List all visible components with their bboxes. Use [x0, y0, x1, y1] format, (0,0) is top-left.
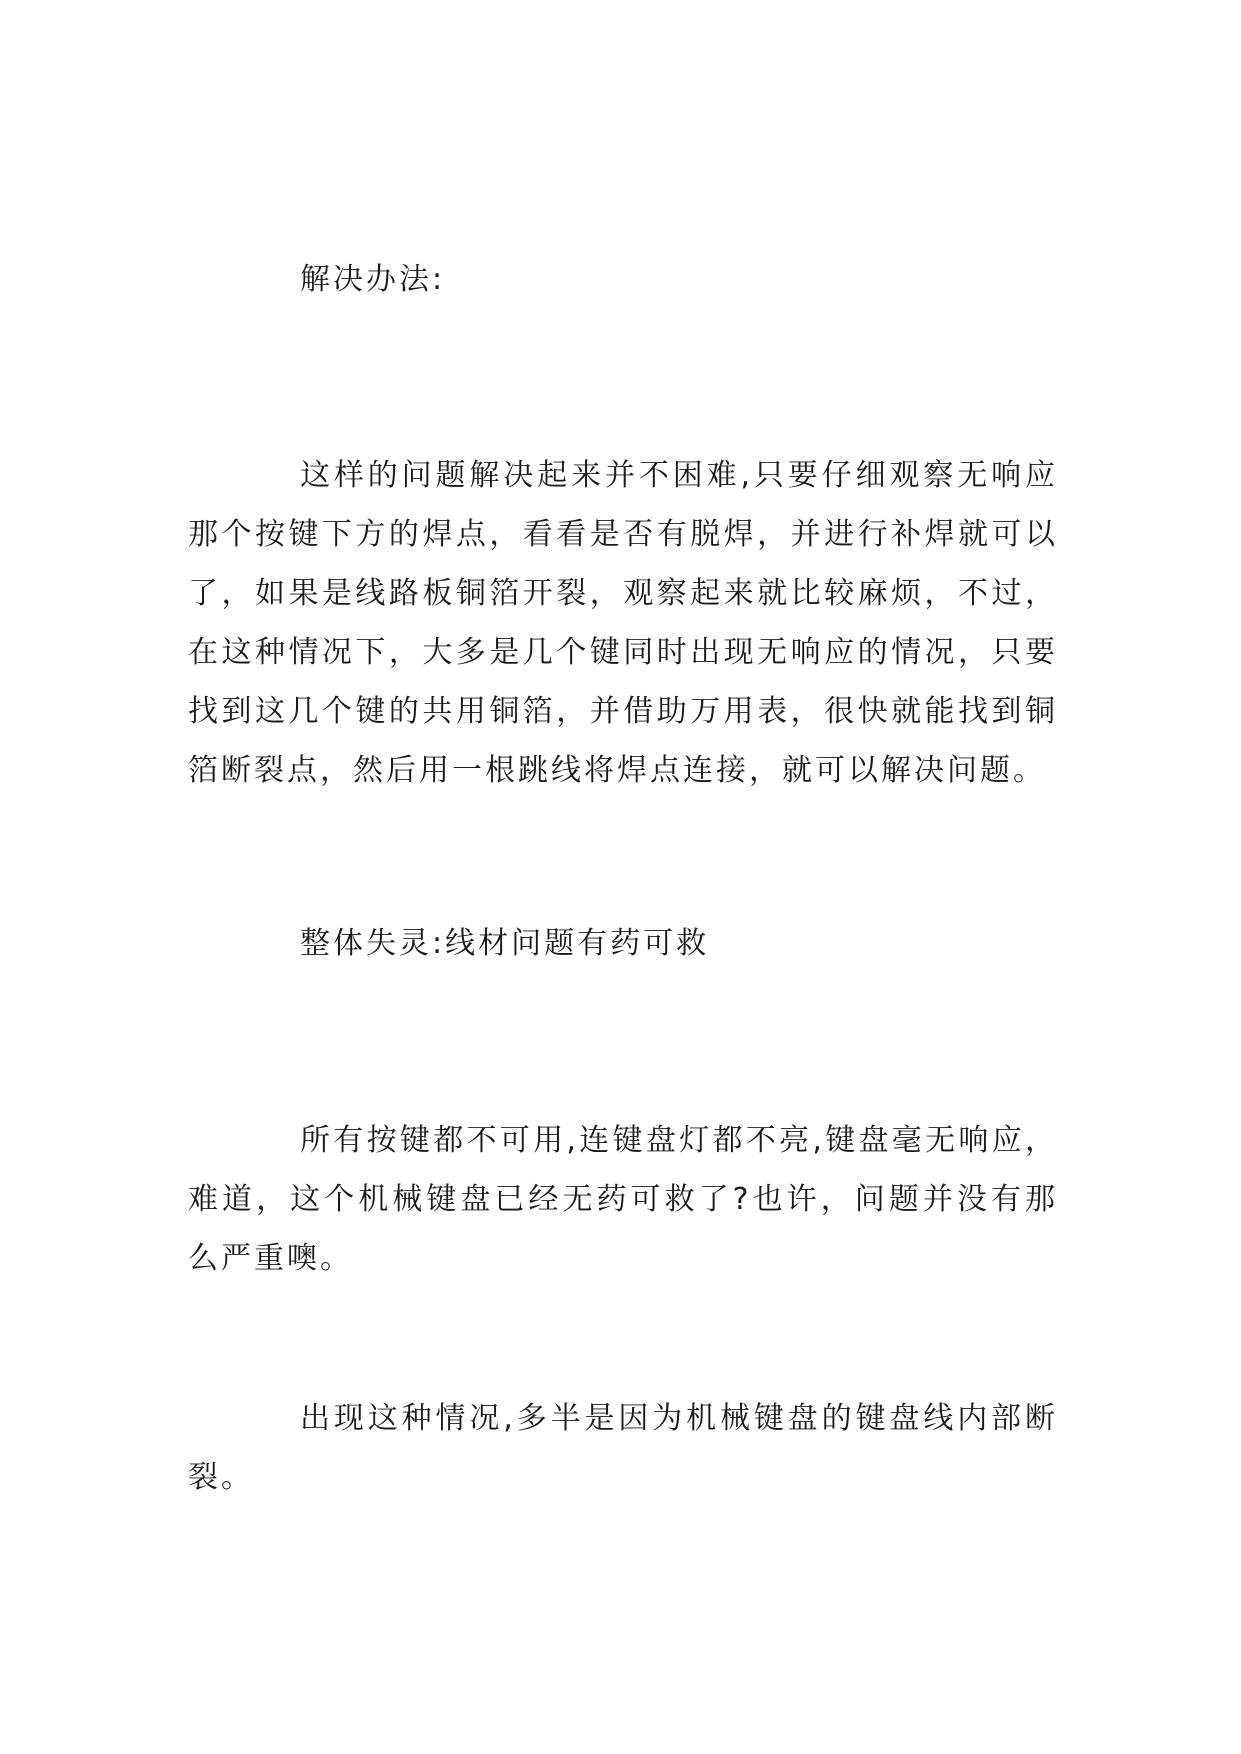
- solution-paragraph: 这样的问题解决起来并不困难,只要仔细观察无响应那个按键下方的焊点，看看是否有脱焊，并进行补焊就可以了，如果是线路板铜箔开裂，观察起来就比较麻烦，不过，在这种情况下，大多是几个键同时出现无响应的情况，只要找到这几个键的共用铜箔，并借助万用表，很快就能找到铜箔断裂点，然后用一根跳线将焊点连接，就可以解决问题。: [188, 458, 1058, 788]
- cause-paragraph: 出现这种情况,多半是因为机械键盘的键盘线内部断裂。: [188, 1401, 1058, 1495]
- failure-heading: 整体失灵:线材问题有药可救: [300, 926, 710, 961]
- failure-paragraph: 所有按键都不可用,连键盘灯都不亮,键盘毫无响应，难道，这个机械键盘已经无药可救了?也许，问题并没有那么严重噢。: [188, 1123, 1058, 1276]
- solution-heading: 解决办法:: [300, 262, 446, 297]
